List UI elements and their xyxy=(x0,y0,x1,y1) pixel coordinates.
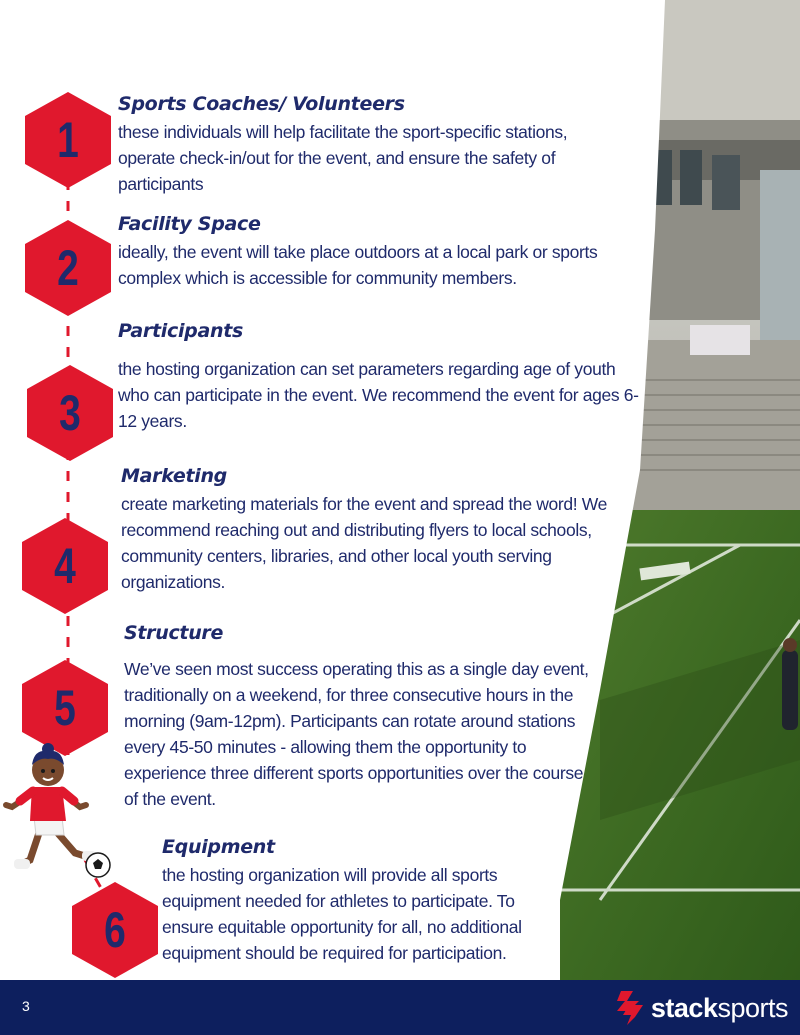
step-3-title: Participants xyxy=(118,320,244,342)
step-2-title: Facility Space xyxy=(118,213,261,235)
step-2-number: 2 xyxy=(57,240,79,296)
step-6-body: the hosting organization will provide all sports equipment needed for athletes to participate. To ensure equitable opportunity for all, no additional equipment should be required for participation. xyxy=(162,865,522,963)
step-2-body: ideally, the event will take place outdoors at a local park or sports complex which is accessible for community members. xyxy=(118,242,598,288)
step-4-title: Marketing xyxy=(121,465,227,487)
step-4-hexagon xyxy=(22,518,108,614)
step-2-hexagon xyxy=(25,220,111,316)
stack-sports-wordmark: stacksports xyxy=(650,992,788,1023)
step-4 xyxy=(121,465,631,595)
step-6 xyxy=(162,836,562,966)
step-1 xyxy=(118,93,638,197)
step-5 xyxy=(124,622,594,812)
step-1-number: 1 xyxy=(57,112,79,168)
step-4-body: create marketing materials for the event and spread the word! We recommend reaching out and distributing flyers to local schools, community centers, libraries, and other local youth serving organizations. xyxy=(121,494,608,592)
footer-bar xyxy=(0,980,800,1035)
step-5-body: We’ve seen most success operating this as a single day event, traditionally on a weekend, for three consecutive hours in the morning (9am-12pm). Participants can rotate around stations every 45-50 minutes - allowing them the opportunity to experience three different sports opportunities over the course of the event. xyxy=(124,659,589,809)
step-3 xyxy=(118,320,643,434)
step-5-title: Structure xyxy=(124,622,224,644)
step-3-hexagon xyxy=(27,365,113,461)
step-5-number: 5 xyxy=(54,680,76,736)
step-6-hexagon xyxy=(72,882,158,978)
step-1-title: Sports Coaches/ Volunteers xyxy=(118,93,405,115)
step-3-number: 3 xyxy=(59,385,81,441)
step-6-number: 6 xyxy=(104,902,126,958)
step-6-title: Equipment xyxy=(162,836,275,858)
page-number: 3 xyxy=(22,998,30,1014)
stack-sports-logo-icon xyxy=(617,991,645,1025)
step-4-number: 4 xyxy=(54,538,76,594)
kid-soccer-illustration xyxy=(0,735,120,885)
step-1-hexagon xyxy=(25,92,111,188)
stack-sports-logo xyxy=(617,990,788,1026)
step-1-body: these individuals will help facilitate the sport-specific stations, operate check-in/out for the event, and ensure the safety of participants xyxy=(118,122,568,194)
step-3-body: the hosting organization can set parameters regarding age of youth who can participate in the event. We recommend the event for ages 6-12 years. xyxy=(118,359,639,431)
step-2 xyxy=(118,213,653,291)
